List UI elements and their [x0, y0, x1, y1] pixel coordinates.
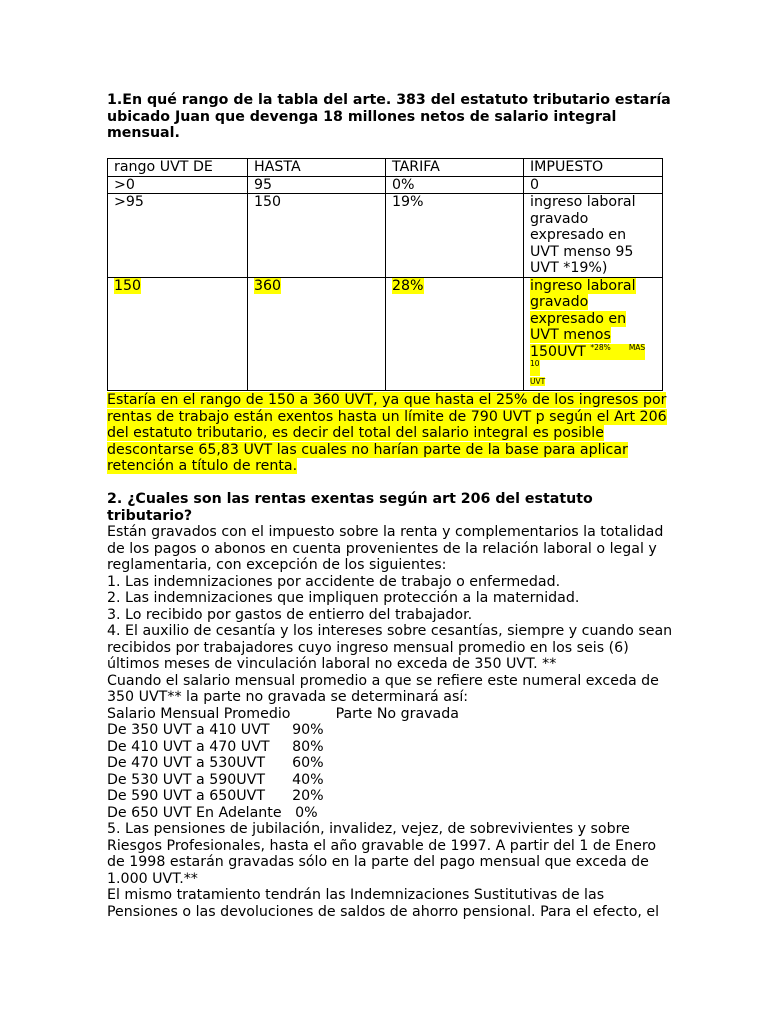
highlighted-text: 28%: [392, 277, 424, 294]
heading-line: mensual.: [107, 125, 180, 141]
table-cell: [248, 277, 386, 390]
heading-line: 2. ¿Cuales son las rentas exentas según art 206 del estatuto: [107, 491, 593, 507]
table-cell: [524, 277, 663, 390]
header-cell: rango UVT DE: [108, 159, 248, 177]
body-line: De 590 UVT a 650UVT 20%: [107, 788, 324, 804]
body-line: Están gravados con el impuesto sobre la renta y complementarios la totalidad: [107, 524, 664, 540]
table-cell: >0: [108, 176, 248, 194]
highlighted-text: gravado: [530, 294, 589, 310]
table-cell: 19%: [386, 194, 524, 278]
uvt-rate-table: [107, 158, 663, 391]
table-cell: 0: [524, 176, 663, 194]
answer-1-paragraph: [107, 392, 667, 475]
body-line: 4. El auxilio de cesantía y los intereses sobre cesantías, siempre y cuando sean: [107, 623, 673, 639]
body-line: 3. Lo recibido por gastos de entierro del trabajador.: [107, 606, 473, 623]
body-line: De 410 UVT a 470 UVT 80%: [107, 738, 324, 755]
body-line: de 1998 estarán gravadas sólo en la parte del pago mensual que exceda de: [107, 854, 649, 870]
table-cell: [386, 277, 524, 390]
body-line: de los pagos o abonos en cuenta provenientes de la relación laboral o legal y: [107, 540, 657, 557]
cell-line: [530, 294, 656, 311]
body-line: 2. Las indemnizaciones que impliquen protección a la maternidad.: [107, 590, 580, 606]
header-cell: IMPUESTO: [524, 159, 663, 177]
header-cell: HASTA: [248, 159, 386, 177]
body-line: De 470 UVT a 530UVT 60%: [107, 755, 324, 771]
body-text: [107, 524, 687, 920]
table-row-highlighted: [108, 277, 663, 390]
table-cell: 150: [248, 194, 386, 278]
body-line: El mismo tratamiento tendrán las Indemnizaciones Sustitutivas de las: [107, 887, 605, 903]
body-line: últimos meses de vinculación laboral no exceda de 350 UVT. **: [107, 656, 557, 672]
superscript-text: *28%: [590, 342, 611, 352]
cell-line: [530, 278, 656, 295]
body-line: De 650 UVT En Adelante 0%: [107, 804, 318, 821]
cell-line: expresado en: [530, 227, 627, 243]
superscript-text: MAS 10: [530, 342, 646, 368]
question-2-heading: [107, 491, 667, 524]
body-line: Salario Mensual Promedio Parte No gravada: [107, 705, 459, 722]
table-row: [108, 176, 663, 194]
highlighted-text: [530, 344, 645, 377]
body-line: Riesgos Profesionales, hasta el año gravable de 1997. A partir del 1 de Enero: [107, 837, 657, 854]
cell-line: [530, 327, 656, 344]
paragraph-line: [107, 409, 667, 426]
table-row: [108, 194, 663, 278]
question-1-heading: [107, 92, 677, 142]
body-line: 350 UVT** la parte no gravada se determinará así:: [107, 689, 469, 705]
highlighted-text: retención a título de renta.: [107, 458, 298, 474]
highlighted-text: expresado en: [530, 310, 627, 327]
body-line: 5. Las pensiones de jubilación, invalidez, vejez, de sobrevivientes y sobre: [107, 821, 630, 837]
highlighted-text: ingreso laboral: [530, 277, 636, 294]
heading-line: tributario?: [107, 507, 193, 524]
highlighted-text: 360: [254, 277, 282, 294]
cell-line: [530, 344, 656, 377]
body-line: 1.000 UVT.**: [107, 870, 198, 887]
highlighted-text: UVT: [530, 376, 546, 386]
cell-line: UVT menso 95: [530, 243, 634, 260]
header-cell: TARIFA: [386, 159, 524, 177]
highlighted-text: UVT menos: [530, 327, 611, 343]
table-cell: 0%: [386, 176, 524, 194]
body-line: De 350 UVT a 410 UVT 90%: [107, 722, 324, 738]
highlighted-text: rentas de trabajo están exentos hasta un límite de 790 UVT p según el Art 206: [107, 408, 667, 425]
cell-text: 150UVT: [530, 343, 586, 360]
body-line: Cuando el salario mensual promedio a que se refiere este numeral exceda de: [107, 672, 659, 689]
body-line: De 530 UVT a 590UVT 40%: [107, 771, 324, 788]
heading-line: 1.En qué rango de la tabla del arte. 383 del estatuto tributario estaría: [107, 92, 671, 108]
cell-line: [530, 311, 656, 328]
paragraph-line: [107, 442, 667, 459]
table-cell: [524, 194, 663, 278]
highlighted-text: del estatuto tributario, es decir del total del salario integral es posible: [107, 425, 604, 441]
paragraph-line: [107, 392, 667, 409]
highlighted-text: Estaría en el rango de 150 a 360 UVT, ya que hasta el 25% de los ingresos por: [107, 392, 667, 408]
cell-line: ingreso laboral: [530, 194, 636, 210]
paragraph-line: [107, 425, 667, 442]
paragraph-line: [107, 458, 667, 475]
table-header-row: [108, 159, 663, 177]
cell-line: UVT *19%): [530, 260, 608, 276]
body-line: Pensiones o las devoluciones de saldos de ahorro pensional. Para el efecto, el: [107, 903, 660, 920]
table-cell: >95: [108, 194, 248, 278]
table-cell: 95: [248, 176, 386, 194]
body-line: recibidos por trabajadores cuyo ingreso mensual promedio en los seis (6): [107, 639, 629, 656]
cell-line: [530, 377, 656, 386]
highlighted-text: 150: [114, 277, 142, 294]
heading-line: ubicado Juan que devenga 18 millones netos de salario integral: [107, 108, 617, 125]
cell-line: gravado: [530, 210, 589, 227]
highlighted-text: descontarse 65,83 UVT las cuales no harían parte de la base para aplicar: [107, 441, 628, 458]
body-line: reglamentaria, con excepción de los siguientes:: [107, 557, 447, 573]
body-line: 1. Las indemnizaciones por accidente de trabajo o enfermedad.: [107, 573, 561, 590]
table-cell: [108, 277, 248, 390]
